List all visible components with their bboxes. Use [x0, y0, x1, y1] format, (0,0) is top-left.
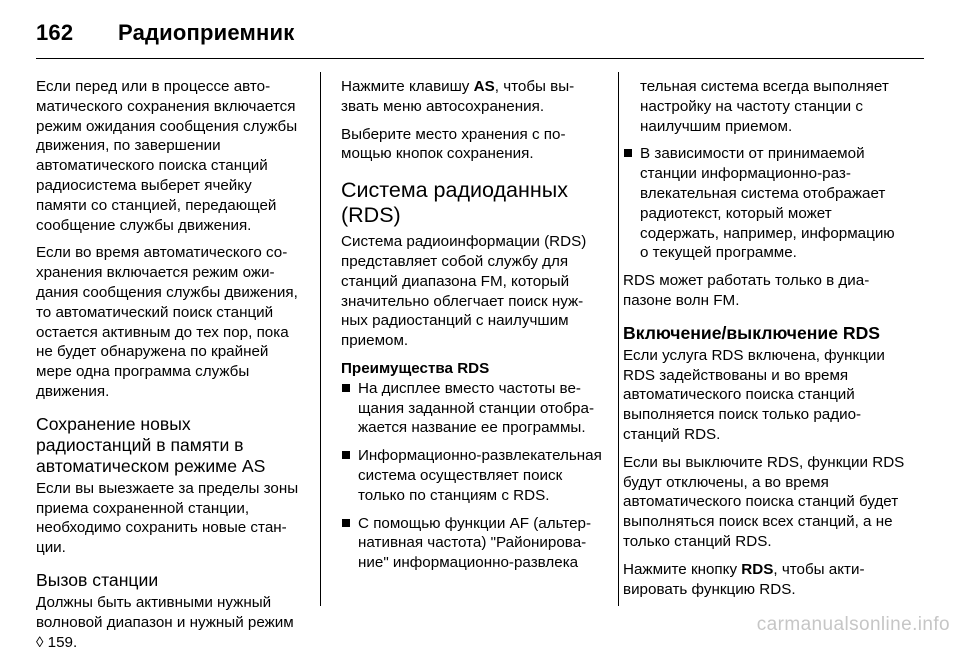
list-item: Информационно-развлекательная система осуществляет поиск только по станциям с RDS. [341, 446, 605, 505]
page-title: Радиоприемник [118, 20, 295, 45]
section-heading-onoff: Включение/выключение RDS [623, 322, 881, 343]
column-3 [623, 77, 906, 607]
advantages-list [341, 379, 605, 573]
header-rule [36, 58, 924, 59]
paragraph-text: Нажмите клавишу [341, 78, 470, 95]
key-label-rds: RDS [741, 560, 774, 578]
paragraph: Если услуга RDS включена, функции RDS задействованы и во время автоматического поиска станций выполняется поиск только радиостанций RDS. [623, 346, 885, 443]
watermark: carmanualsonline.info [756, 614, 950, 635]
section-heading-call: Вызов станции [36, 569, 159, 590]
paragraph: Система радиоинформации (RDS) представляет собой службу для станций диапазона FM, который значительно облегчает поиск нужных радиостанций с наилучшим приемом. [341, 233, 587, 350]
subheading-advantages: Преимущества RDS [341, 359, 490, 377]
paragraph [36, 593, 304, 652]
column-divider-2 [618, 72, 619, 606]
page-reference-arrow-icon: ◊ [36, 633, 44, 651]
paragraph: Если перед или в процессе автоматического сохранения включается режим ожидания сообщения службы движения, по завершении автоматического поиска станций радиосистема выберет ячейку памяти со станцией, передающей сообщение службы движения. [36, 78, 298, 234]
paragraph [341, 77, 605, 117]
paragraph: Если вы выключите RDS, функции RDS будут отключены, а во время автоматического поиска станций будет выполняться поиск всех станций, а не только станций RDS. [623, 453, 905, 550]
advantages-list-continued [623, 144, 906, 263]
paragraph-text: , чтобы активировать функцию RDS. [623, 560, 865, 598]
column-divider-1 [320, 72, 321, 606]
paragraph: Выберите место хранения с помощью кнопок сохранения. [341, 125, 566, 163]
page-header [36, 14, 924, 54]
paragraph-text: Нажмите кнопку [623, 560, 738, 578]
paragraph: Если во время автоматического сохранения включается режим ожидания сообщения службы движения, то автоматический поиск станций остается активным до тех пор, пока не будет обнаружена по крайней мере одна программа службы движения. [36, 244, 298, 400]
paragraph [623, 560, 906, 600]
paragraph-text: , чтобы вызвать меню автосохранения. [341, 78, 575, 115]
list-item: В зависимости от принимаемой станции информационно-развлекательная система отображает радиотекст, который может содержать, например, информацию о текущей программе. [623, 144, 906, 263]
paragraph: Если вы выезжаете за пределы зоны приема сохраненной станции, необходимо сохранить новые станции. [36, 479, 299, 557]
section-heading-save: Сохранение новых радиостанций в памяти в автоматическом режиме AS [36, 413, 266, 476]
paragraph-text: Должны быть активными нужный волновой диапазон и нужный режим [36, 593, 294, 631]
list-item: На дисплее вместо частоты вещания заданной станции отображается название ее программы. [341, 379, 605, 438]
section-heading-rds: Система радиоданных (RDS) [341, 178, 568, 228]
page-number: 162 [36, 20, 74, 45]
list-item: С помощью функции AF (альтернативная частота) "Районирование" информационно-развлека [341, 514, 605, 573]
column-2 [341, 77, 605, 581]
page-reference[interactable]: 159. [47, 633, 78, 651]
key-label-as: AS [473, 78, 495, 95]
column-1 [36, 77, 304, 660]
list-item-continuation: тельная система всегда выполняет настройку на частоту станции с наилучшим приемом. [640, 78, 889, 135]
paragraph: RDS может работать только в диапазоне волн FM. [623, 272, 870, 309]
